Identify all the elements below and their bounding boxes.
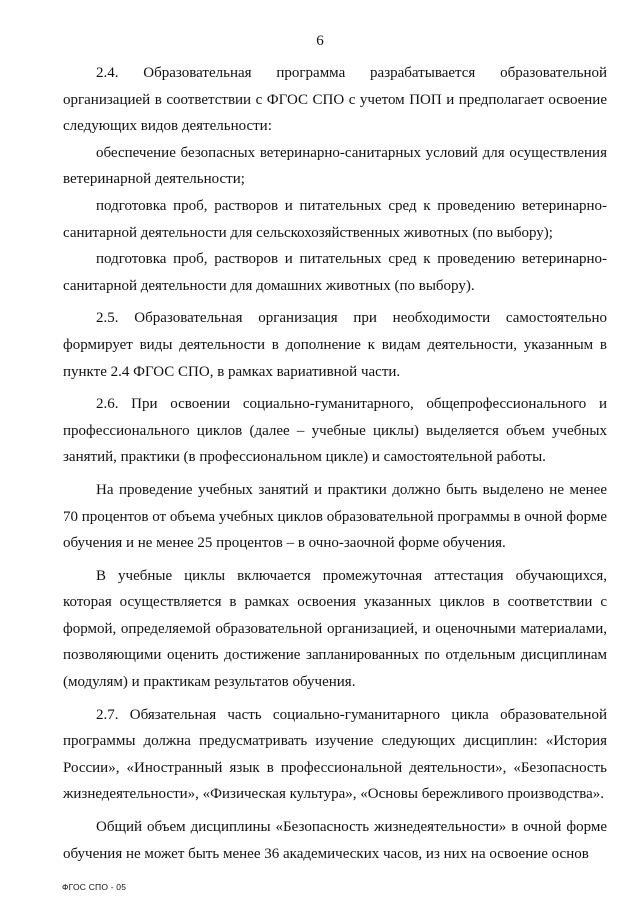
paragraph-activity-2: подготовка проб, растворов и питательных сред к проведению ветеринарно-санитарной деятельности для сельскохозяйственных животных (по выбору); [63,197,607,241]
paragraph-activity-1: обеспечение безопасных ветеринарно-санитарных условий для осуществления ветеринарной деятельности; [63,144,607,188]
paragraph-2-5: 2.5. Образовательная организация при необходимости самостоятельно формирует виды деятельности в дополнение к видам деятельности, указанным в пункте 2.4 ФГОС СПО, в рамках вариативной части. [63,310,607,380]
paragraph-attestation: В учебные циклы включается промежуточная аттестация обучающихся, которая осуществляется в рамках освоения указанных циклов в соответствии с формой, определяемой образовательной организацией, и оценочными материалами, позволяющими оценить достижение запланированных по отдельным дисциплинам (модулям) и практикам результатов обучения. [63,567,607,691]
paragraph-hours: На проведение учебных занятий и практики должно быть выделено не менее 70 процентов от объема учебных циклов образовательной программы в очной форме обучения и не менее 25 процентов – в очно-заочной форме обучения. [63,481,607,552]
paragraph-activity-3: подготовка проб, растворов и питательных сред к проведению ветеринарно-санитарной деятельности для домашних животных (по выбору). [63,251,607,294]
page-number: 6 [316,33,324,49]
footer-code: ФГОС СПО - 05 [62,882,127,892]
paragraph-2-4: 2.4. Образовательная программа разрабатывается образовательной организацией в соответствии с ФГОС СПО с учетом ПОП и предполагает освоение следующих видов деятельности: [63,65,607,135]
paragraph-2-7: 2.7. Обязательная часть социально-гуманитарного цикла образовательной программы должна предусматривать изучение следующих дисциплин: «История России», «Иностранный язык в профессиональной деятельности», «Безопасность жизнедеятельности», «Физическая культура», «Основы бережливого производства». [63,706,607,803]
paragraph-safety-hours: Общий объем дисциплины «Безопасность жизнедеятельности» в очной форме обучения не может быть менее 36 академических часов, из них на освоение основ [63,819,607,862]
document-body [63,60,607,867]
paragraph-2-6: 2.6. При освоении социально-гуманитарного, общепрофессионального и профессионального циклов (далее – учебные циклы) выделяется объем учебных занятий, практики (в профессиональном цикле) и самостоятельной работы. [63,396,607,466]
